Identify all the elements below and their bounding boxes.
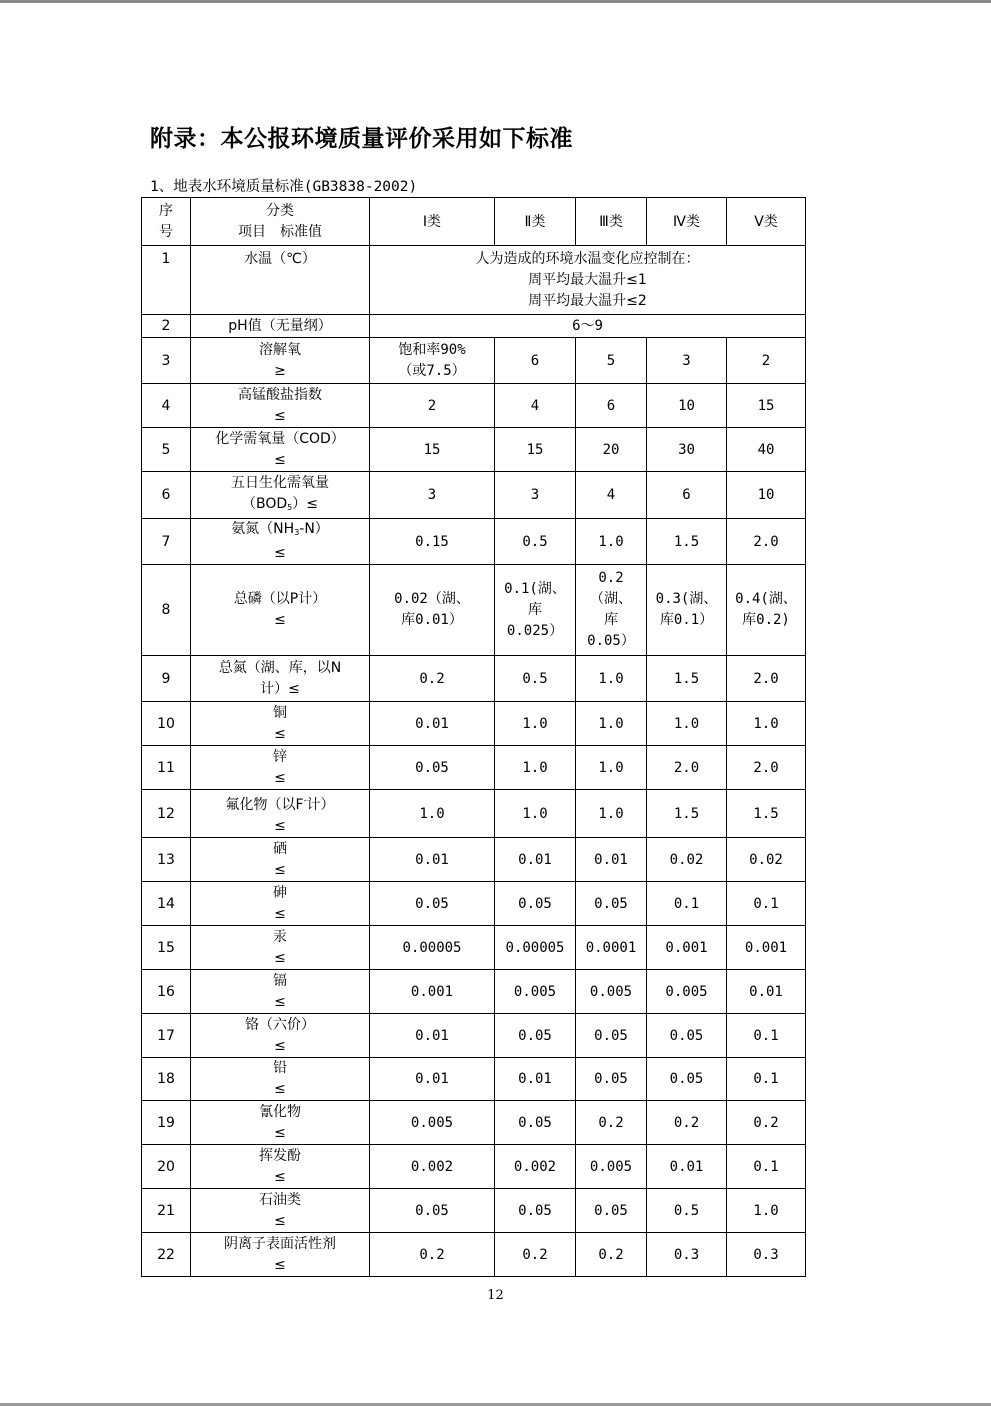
item-name-line2: ≤ [274, 818, 286, 834]
class-5-value: 0.3 [727, 1233, 806, 1277]
class-5-value: 2.0 [727, 746, 806, 790]
item-name [191, 1233, 370, 1277]
class-2-value-line1: 0.1(湖、 [504, 580, 566, 597]
class-3-value: 0.2 [576, 1101, 647, 1145]
table-row [142, 519, 806, 565]
item-name-part: 氟化物（以F [225, 797, 304, 813]
item-name-line1: 化学需氧量（COD） [215, 430, 345, 447]
class-3-value-line1: 0.2 [598, 570, 624, 586]
class-4-value: 3 [647, 338, 727, 384]
class-4-value: 0.3 [647, 1233, 727, 1277]
class-3-value: 5 [576, 338, 647, 384]
row-number: 4 [142, 384, 191, 428]
table-row [142, 838, 806, 882]
table-row [142, 384, 806, 428]
class-5-value-line1: 0.4(湖、 [735, 591, 797, 607]
class-1-value-line1: 0.02（湖、 [394, 591, 470, 607]
class-2-value: 1.0 [495, 702, 576, 746]
class-4-value: 1.5 [647, 656, 727, 702]
class-3-value: 0.005 [576, 970, 647, 1014]
item-name-line2: ≤ [274, 769, 286, 786]
row-number: 17 [142, 1014, 191, 1058]
class-2-value [495, 565, 576, 656]
class-5-value: 0.1 [727, 882, 806, 926]
row-number: 2 [142, 315, 191, 338]
item-name-line2: ≤ [274, 949, 286, 966]
item-name-superscript: - [303, 796, 307, 805]
table-row [142, 702, 806, 746]
item-name-line1: 汞 [273, 928, 287, 945]
class-4-value: 0.05 [647, 1058, 727, 1101]
row-number: 3 [142, 338, 191, 384]
header-class-2: Ⅱ类 [495, 198, 576, 246]
class-1-value: 0.01 [370, 702, 495, 746]
class-2-value: 0.5 [495, 519, 576, 565]
table-row [142, 1233, 806, 1277]
class-2-value: 3 [495, 472, 576, 519]
class-3-value: 0.05 [576, 1058, 647, 1101]
class-2-value: 1.0 [495, 746, 576, 790]
table-row [142, 565, 806, 656]
table-row [142, 1101, 806, 1145]
class-1-value: 0.05 [370, 746, 495, 790]
class-1-value-line2: （或7.5） [398, 362, 466, 379]
item-name-line2: ≤ [274, 1168, 286, 1185]
item-name-line1: 氰化物 [259, 1103, 301, 1120]
item-name-line2: ≤ [274, 905, 286, 922]
class-2-value: 0.005 [495, 970, 576, 1014]
class-3-value-line4: 0.05） [587, 633, 635, 649]
item-name-part: -N） [299, 521, 329, 537]
item-name-line1: 阴离子表面活性剂 [224, 1235, 336, 1252]
class-1-value: 0.005 [370, 1101, 495, 1145]
row-number: 11 [142, 746, 191, 790]
water-temperature-note [370, 246, 806, 315]
header-class-1: Ⅰ类 [370, 198, 495, 246]
table-row [142, 338, 806, 384]
class-4-value: 0.1 [647, 882, 727, 926]
table-row [142, 1014, 806, 1058]
item-name [191, 565, 370, 656]
class-5-value: 0.2 [727, 1101, 806, 1145]
item-name-line1: 五日生化需氧量 [231, 474, 329, 491]
class-2-value: 6 [495, 338, 576, 384]
class-1-value: 0.001 [370, 970, 495, 1014]
table-row [142, 428, 806, 472]
item-name-line1: 锌 [273, 748, 287, 765]
item-name [191, 1101, 370, 1145]
ph-range-value: 6～9 [370, 315, 806, 338]
class-1-value: 0.2 [370, 1233, 495, 1277]
item-name-line2: ≤ [274, 451, 286, 468]
item-name-line2: ≤ [274, 1256, 286, 1273]
page-number: 12 [487, 1288, 504, 1303]
class-5-value: 40 [727, 428, 806, 472]
class-4-value: 0.01 [647, 1145, 727, 1189]
class-4-value [647, 565, 727, 656]
item-name-line1: 铜 [273, 704, 287, 721]
class-1-value: 0.15 [370, 519, 495, 565]
item-name-part: 计） [306, 797, 335, 813]
row-number: 10 [142, 702, 191, 746]
row-number: 14 [142, 882, 191, 926]
item-name [191, 882, 370, 926]
water-temperature-note-line1: 人为造成的环境水温变化应控制在： [475, 250, 700, 267]
class-2-value: 1.0 [495, 790, 576, 838]
class-4-value: 6 [647, 472, 727, 519]
class-3-value: 1.0 [576, 790, 647, 838]
item-name-line2: ≤ [274, 1124, 286, 1141]
class-3-value: 1.0 [576, 656, 647, 702]
class-4-value: 1.0 [647, 702, 727, 746]
surface-water-standard-table [141, 197, 806, 1277]
item-name [191, 428, 370, 472]
table-row [142, 1189, 806, 1233]
header-class-3: Ⅲ类 [576, 198, 647, 246]
class-4-value: 30 [647, 428, 727, 472]
class-1-value: 0.2 [370, 656, 495, 702]
class-5-value: 1.0 [727, 702, 806, 746]
item-name-line1: 挥发酚 [259, 1147, 301, 1164]
header-no-line2: 号 [159, 223, 173, 240]
item-name-part: 氨氮（NH [231, 521, 295, 537]
item-name [191, 702, 370, 746]
item-name [191, 472, 370, 519]
class-1-value: 0.01 [370, 838, 495, 882]
item-name-line1 [194, 790, 366, 816]
item-name [191, 1145, 370, 1189]
class-5-value: 10 [727, 472, 806, 519]
table-row [142, 472, 806, 519]
class-1-value-line2: 库0.01） [401, 612, 463, 628]
class-2-value: 0.05 [495, 1014, 576, 1058]
row-number: 20 [142, 1145, 191, 1189]
class-3-value: 20 [576, 428, 647, 472]
water-temperature-note-line2: 周平均最大温升≤1 [528, 271, 647, 288]
item-name-line2: ≤ [274, 993, 286, 1010]
item-name-line1: 镉 [273, 972, 287, 989]
class-1-value [370, 565, 495, 656]
class-5-value: 2.0 [727, 519, 806, 565]
item-name-line1: 总氮（湖、库，以N [218, 659, 342, 676]
class-2-value: 0.05 [495, 882, 576, 926]
header-no-cell [142, 198, 191, 246]
item-name-part: ）≤ [292, 495, 318, 512]
class-4-value-line1: 0.3(湖、 [655, 591, 718, 607]
class-4-value: 0.2 [647, 1101, 727, 1145]
class-4-value: 0.02 [647, 838, 727, 882]
item-name [191, 790, 370, 838]
class-2-value: 0.002 [495, 1145, 576, 1189]
class-1-value: 0.01 [370, 1014, 495, 1058]
class-5-value-line2: 库0.2) [742, 612, 790, 628]
class-3-value-line2: （湖、 [590, 591, 632, 607]
top-border-line [0, 0, 991, 3]
class-3-value: 1.0 [576, 702, 647, 746]
item-name-line1: 溶解氧 [259, 341, 301, 358]
class-5-value: 0.02 [727, 838, 806, 882]
item-name [191, 384, 370, 428]
item-name-line2: ≤ [274, 1081, 286, 1097]
header-category-line1: 分类 [266, 202, 294, 219]
item-name-line2: ≤ [274, 725, 286, 742]
item-name-line1: 铬（六价） [245, 1016, 315, 1033]
class-2-value: 0.05 [495, 1189, 576, 1233]
class-1-value: 2 [370, 384, 495, 428]
class-5-value: 0.01 [727, 970, 806, 1014]
class-5-value: 2.0 [727, 656, 806, 702]
water-temperature-note-line3: 周平均最大温升≤2 [528, 292, 647, 309]
item-name-line2: ≤ [274, 1037, 286, 1054]
item-name-line1: 砷 [273, 884, 287, 901]
table-header-row [142, 198, 806, 246]
class-3-value [576, 565, 647, 656]
table-row [142, 790, 806, 838]
item-name [191, 656, 370, 702]
class-1-value: 0.002 [370, 1145, 495, 1189]
row-number: 7 [142, 519, 191, 565]
class-5-value: 15 [727, 384, 806, 428]
class-3-value: 1.0 [576, 746, 647, 790]
row-number: 1 [142, 246, 191, 315]
item-name [191, 838, 370, 882]
item-name-line2 [194, 494, 366, 518]
row-number: 15 [142, 926, 191, 970]
class-3-value: 0.05 [576, 882, 647, 926]
class-2-value-line2: 库 [528, 601, 542, 618]
class-4-value: 1.5 [647, 519, 727, 565]
table-row [142, 656, 806, 702]
table-row [142, 315, 806, 338]
class-5-value: 2 [727, 338, 806, 384]
class-5-value: 0.001 [727, 926, 806, 970]
class-2-value: 0.5 [495, 656, 576, 702]
row-number: 5 [142, 428, 191, 472]
row-number: 6 [142, 472, 191, 519]
item-name-line2: ≤ [274, 861, 286, 878]
class-2-value: 0.2 [495, 1233, 576, 1277]
header-category-cell [191, 198, 370, 246]
class-2-value: 0.05 [495, 1101, 576, 1145]
class-1-value-line1: 饱和率90% [398, 341, 466, 358]
page-heading: 附录：本公报环境质量评价采用如下标准 [150, 126, 573, 152]
row-number: 12 [142, 790, 191, 838]
class-1-value: 3 [370, 472, 495, 519]
row-number: 9 [142, 656, 191, 702]
class-1-value: 0.01 [370, 1058, 495, 1101]
item-name-subscript: 3 [294, 528, 300, 537]
row-number: 8 [142, 565, 191, 656]
class-3-value: 0.05 [576, 1014, 647, 1058]
item-name [191, 338, 370, 384]
class-4-value: 10 [647, 384, 727, 428]
item-name-line2: ≤ [274, 612, 286, 628]
table-row [142, 746, 806, 790]
item-name-subscript: 5 [287, 502, 293, 512]
item-name [191, 970, 370, 1014]
class-3-value: 0.0001 [576, 926, 647, 970]
class-4-value: 0.5 [647, 1189, 727, 1233]
class-1-value: 1.0 [370, 790, 495, 838]
table-caption: 1、地表水环境质量标准(GB3838-2002) [150, 179, 418, 195]
class-2-value: 15 [495, 428, 576, 472]
class-2-value: 0.00005 [495, 926, 576, 970]
item-name [191, 519, 370, 565]
table-row [142, 1058, 806, 1101]
class-1-value: 0.05 [370, 1189, 495, 1233]
row-number: 13 [142, 838, 191, 882]
table-row [142, 1145, 806, 1189]
class-4-value-line2: 库0.1） [659, 612, 714, 628]
class-3-value: 1.0 [576, 519, 647, 565]
item-name-line1: 铅 [273, 1060, 287, 1076]
table-row [142, 246, 806, 315]
item-name-part: （BOD [242, 495, 288, 512]
item-name [191, 746, 370, 790]
item-name-line1 [194, 519, 366, 543]
table-row [142, 970, 806, 1014]
item-name-line2: ≤ [274, 545, 286, 561]
header-no-line1: 序 [159, 202, 173, 219]
class-3-value: 0.2 [576, 1233, 647, 1277]
item-name-line2: ≤ [274, 1212, 286, 1229]
class-1-value [370, 338, 495, 384]
item-name [191, 1014, 370, 1058]
class-3-value-line3: 库 [604, 612, 618, 628]
item-name-line2: 计）≤ [260, 680, 300, 697]
item-name [191, 1189, 370, 1233]
item-name-line2: ≥ [274, 362, 286, 379]
table-row [142, 882, 806, 926]
item-name: pH值（无量纲） [191, 315, 370, 338]
class-2-value: 0.01 [495, 1058, 576, 1101]
class-3-value: 6 [576, 384, 647, 428]
item-name-line1: 高锰酸盐指数 [238, 386, 322, 403]
class-5-value: 0.1 [727, 1014, 806, 1058]
item-name-line2: ≤ [274, 407, 286, 424]
item-name-line1: 石油类 [259, 1191, 301, 1208]
class-5-value: 1.5 [727, 790, 806, 838]
class-4-value: 0.005 [647, 970, 727, 1014]
table-row [142, 926, 806, 970]
class-3-value: 0.01 [576, 838, 647, 882]
header-class-5: Ⅴ类 [727, 198, 806, 246]
class-5-value: 0.1 [727, 1145, 806, 1189]
class-5-value [727, 565, 806, 656]
class-1-value: 0.00005 [370, 926, 495, 970]
class-2-value: 4 [495, 384, 576, 428]
item-name-line1: 硒 [273, 840, 287, 857]
class-2-value: 0.01 [495, 838, 576, 882]
class-3-value: 4 [576, 472, 647, 519]
row-number: 18 [142, 1058, 191, 1101]
class-4-value: 0.05 [647, 1014, 727, 1058]
class-5-value: 1.0 [727, 1189, 806, 1233]
class-5-value: 0.1 [727, 1058, 806, 1101]
row-number: 21 [142, 1189, 191, 1233]
header-category-line2: 项目 标准值 [238, 223, 322, 240]
class-4-value: 2.0 [647, 746, 727, 790]
row-number: 16 [142, 970, 191, 1014]
class-2-value-line3: 0.025） [506, 622, 564, 639]
header-class-4: Ⅳ类 [647, 198, 727, 246]
class-1-value: 15 [370, 428, 495, 472]
class-3-value: 0.05 [576, 1189, 647, 1233]
class-4-value: 1.5 [647, 790, 727, 838]
class-4-value: 0.001 [647, 926, 727, 970]
item-name [191, 926, 370, 970]
item-name [191, 1058, 370, 1101]
row-number: 22 [142, 1233, 191, 1277]
class-3-value: 0.005 [576, 1145, 647, 1189]
row-number: 19 [142, 1101, 191, 1145]
class-1-value: 0.05 [370, 882, 495, 926]
item-name-line1: 总磷（以P计） [233, 591, 327, 607]
item-name: 水温（℃） [191, 246, 370, 315]
